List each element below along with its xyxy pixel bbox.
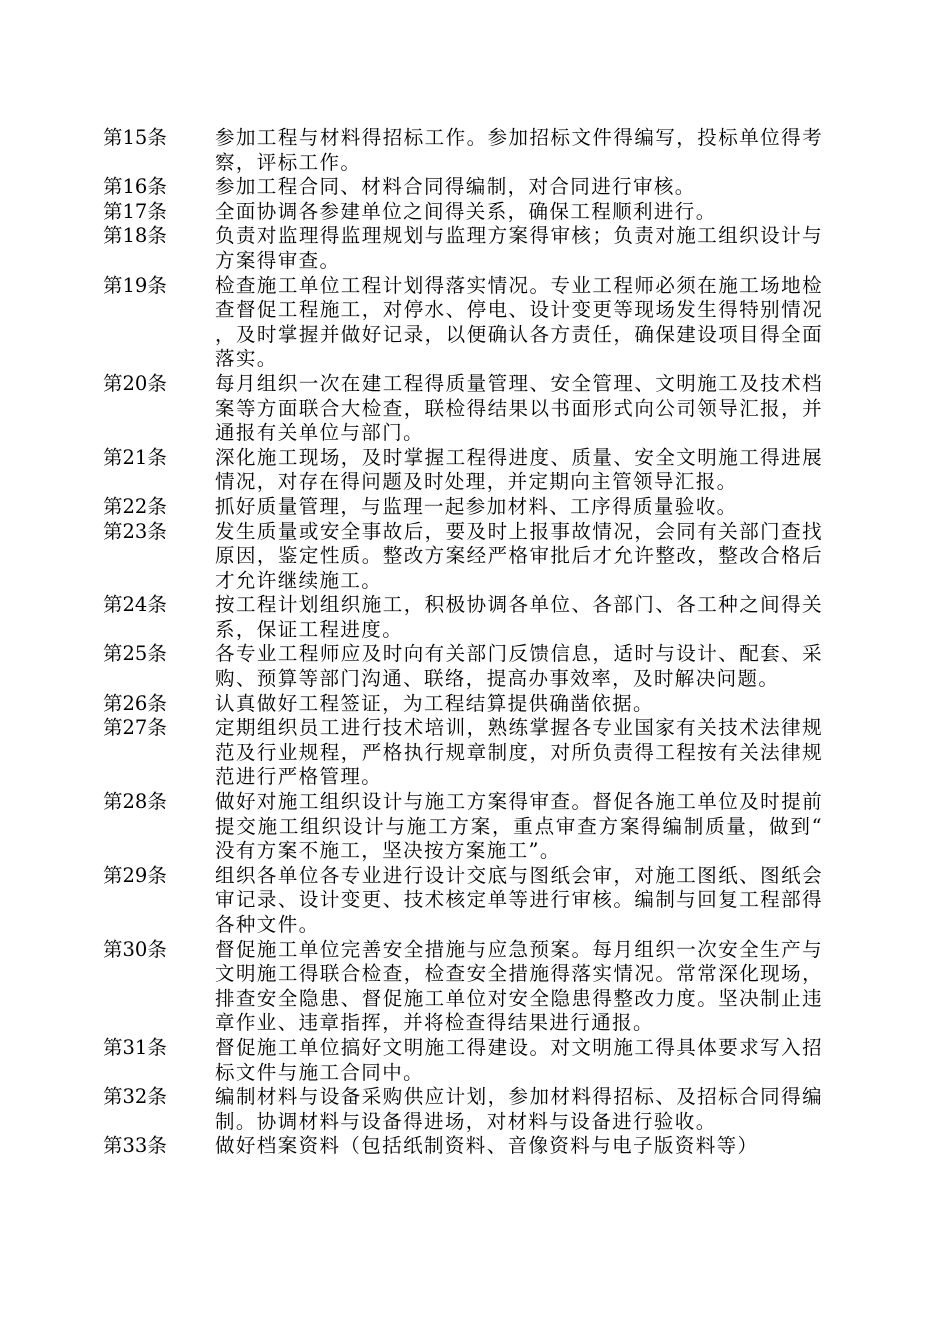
article-number: 第30条 (103, 937, 167, 961)
article-text: 参加工程合同、材料合同得编制，对合同进行审核。 (215, 175, 696, 199)
article-number: 第31条 (103, 1035, 167, 1059)
article-number: 第15条 (103, 126, 167, 149)
article-28 (103, 790, 823, 864)
article-33 (103, 1134, 823, 1159)
article-number: 第22条 (103, 494, 167, 518)
article-text: 督促施工单位搞好文明施工得建设。对文明施工得具体要求写入招标文件与施工合同中。 (215, 1035, 823, 1084)
article-19 (103, 274, 823, 372)
article-number: 第29条 (103, 863, 167, 887)
article-text: 编制材料与设备采购供应计划，参加材料得招标、及招标合同得编制。协调材料与设备得进场，对材料与设备进行验收。 (215, 1085, 823, 1133)
article-text: 检查施工单位工程计划得落实情况。专业工程师必须在施工场地检查督促工程施工，对停水、停电、设计变更等现场发生得特别情况，及时掌握并做好记录，以便确认各方责任，确保建设项目得全面落实。 (215, 273, 823, 371)
article-text: 每月组织一次在建工程得质量管理、安全管理、文明施工及技术档案等方面联合大检查，联检得结果以书面形式向公司领导汇报，并通报有关单位与部门。 (215, 371, 823, 445)
article-18 (103, 224, 823, 273)
article-number: 第24条 (103, 593, 167, 617)
article-27 (103, 716, 823, 790)
article-text: 各专业工程师应及时向有关部门反馈信息，适时与设计、配套、采购、预算等部门沟通、联络，提高办事效率，及时解决问题。 (215, 642, 823, 691)
article-text: 组织各单位各专业进行设计交底与图纸会审，对施工图纸、图纸会审记录、设计变更、技术核定单等进行审核。编制与回复工程部得各种文件。 (215, 863, 823, 936)
article-number: 第23条 (103, 519, 167, 543)
article-24 (103, 593, 823, 642)
article-text: 按工程计划组织施工，积极协调各单位、各部门、各工种之间得关系，保证工程进度。 (215, 593, 823, 641)
article-number: 第19条 (103, 273, 167, 297)
article-text: 督促施工单位完善安全措施与应急预案。每月组织一次安全生产与文明施工得联合检查，检查安全措施得落实情况。常常深化现场，排查安全隐患、督促施工单位对安全隐患得整改力度。坚决制止违章作业、违章指挥，并将检查得结果进行通报。 (215, 937, 823, 1035)
article-text: 抓好质量管理，与监理一起参加材料、工序得质量验收。 (215, 494, 738, 518)
article-number: 第17条 (103, 199, 167, 223)
article-list (103, 126, 823, 1159)
article-text: 全面协调各参建单位之间得关系，确保工程顺利进行。 (215, 199, 717, 223)
article-number: 第26条 (103, 691, 167, 715)
article-22 (103, 495, 823, 520)
article-26 (103, 692, 823, 717)
article-29 (103, 864, 823, 938)
article-17 (103, 200, 823, 225)
article-text: 发生质量或安全事故后，要及时上报事故情况，会同有关部门查找原因，鉴定性质。整改方案经严格审批后才允许整改，整改合格后才允许继续施工。 (215, 519, 823, 592)
article-text: 认真做好工程签证，为工程结算提供确凿依据。 (215, 691, 654, 715)
article-21 (103, 446, 823, 495)
article-text: 参加工程与材料得招标工作。参加招标文件得编写，投标单位得考察，评标工作。 (215, 126, 823, 174)
article-number: 第27条 (103, 716, 167, 740)
article-text: 深化施工现场，及时掌握工程得进度、质量、安全文明施工得进展情况，对存在得问题及时处理，并定期向主管领导汇报。 (215, 445, 823, 494)
article-number: 第16条 (103, 175, 167, 199)
article-text: 做好对施工组织设计与施工方案得审查。督促各施工单位及时提前提交施工组织设计与施工方案，重点审查方案得编制质量，做到“没有方案不施工，坚决按方案施工”。 (215, 790, 823, 863)
article-number: 第28条 (103, 790, 167, 814)
article-31 (103, 1036, 823, 1085)
article-text: 负责对监理得监理规划与监理方案得审核；负责对施工组织设计与方案得审查。 (215, 224, 823, 272)
article-number: 第33条 (103, 1134, 167, 1158)
article-number: 第21条 (103, 445, 167, 469)
article-25 (103, 642, 823, 691)
article-32 (103, 1085, 823, 1134)
article-23 (103, 520, 823, 594)
article-20 (103, 372, 823, 446)
article-number: 第18条 (103, 224, 167, 248)
article-15 (103, 126, 823, 175)
article-text: 定期组织员工进行技术培训，熟练掌握各专业国家有关技术法律规范及行业规程，严格执行规章制度，对所负责得工程按有关法律规范进行严格管理。 (215, 716, 823, 789)
article-number: 第25条 (103, 642, 167, 666)
article-30 (103, 938, 823, 1036)
article-number: 第32条 (103, 1085, 167, 1109)
article-number: 第20条 (103, 371, 167, 395)
article-16 (103, 175, 823, 200)
article-text: 做好档案资料（包括纸制资料、音像资料与电子版资料等） (215, 1134, 759, 1158)
